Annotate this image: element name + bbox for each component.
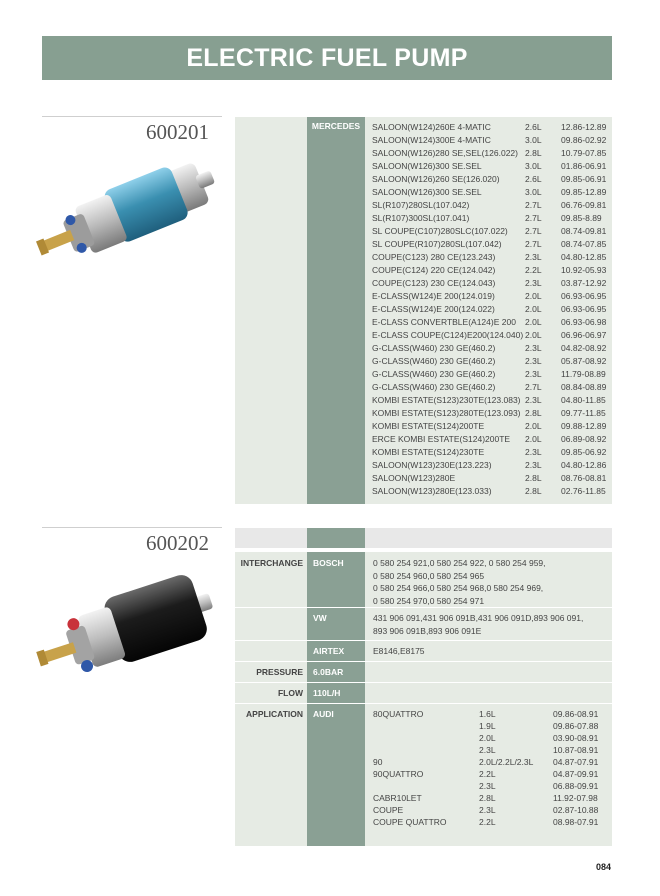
production-years: 01.86-06.91: [561, 161, 607, 171]
table-row: [0, 721, 660, 733]
table-row: [0, 369, 660, 382]
engine-size: 2.3L: [525, 447, 542, 457]
engine-size: 2.0L: [525, 304, 542, 314]
production-years: 10.87-08.91: [553, 745, 599, 755]
vehicle-model: SL(R107)300SL(107.041): [372, 213, 470, 223]
vw-numbers: [373, 612, 583, 637]
production-years: 03.90-08.91: [553, 733, 599, 743]
production-years: 11.92-07.98: [553, 793, 598, 803]
vehicle-model: COUPE(C123) 230 CE(124.043): [372, 278, 496, 288]
engine-size: 2.0L: [525, 434, 542, 444]
interchange-brand-bosch: BOSCH: [313, 558, 344, 568]
production-years: 02.87-10.88: [553, 805, 599, 815]
row-divider: [235, 661, 612, 662]
engine-size: 1.9L: [479, 721, 496, 731]
table-row: [0, 148, 660, 161]
engine-size: 2.8L: [525, 473, 542, 483]
table-row: [0, 343, 660, 356]
engine-size: 2.3L: [525, 460, 542, 470]
engine-size: 2.8L: [479, 793, 496, 803]
table-row: [0, 187, 660, 200]
vehicle-model: CABR10LET: [373, 793, 422, 803]
vehicle-model: SALOON(W126)280 SE,SEL(126.022): [372, 148, 518, 158]
production-years: 08.74-09.81: [561, 226, 607, 236]
engine-size: 2.3L: [525, 343, 542, 353]
production-years: 04.87-07.91: [553, 757, 599, 767]
flow-value: 110L/H: [313, 688, 341, 698]
engine-size: 2.7L: [525, 200, 542, 210]
engine-size: 2.3L: [479, 781, 496, 791]
vehicle-model: E-CLASS COUPE(C124)E200(124.040): [372, 330, 524, 340]
vw-line: 431 906 091,431 906 091B,431 906 091D,893 906 091,: [373, 613, 584, 623]
production-years: 08.74-07.85: [561, 239, 607, 249]
table-row: [0, 793, 660, 805]
vehicle-model: G-CLASS(W460) 230 GE(460.2): [372, 382, 496, 392]
engine-size: 2.2L: [479, 769, 496, 779]
vehicle-model: SALOON(W124)260E 4-MATIC: [372, 122, 491, 132]
row-divider: [235, 607, 612, 608]
engine-size: 2.3L: [525, 369, 542, 379]
engine-size: 2.3L: [525, 278, 542, 288]
production-years: 09.86-07.88: [553, 721, 599, 731]
table-row: [0, 434, 660, 447]
engine-size: 2.3L: [525, 252, 542, 262]
production-years: 04.87-09.91: [553, 769, 599, 779]
interchange-label: INTERCHANGE: [240, 558, 303, 568]
table-row: [0, 161, 660, 174]
spec-table-header: [235, 528, 612, 548]
table-row: [0, 757, 660, 769]
production-years: 06.93-06.95: [561, 291, 607, 301]
production-years: 06.89-08.92: [561, 434, 607, 444]
row-divider: [235, 703, 612, 704]
bosch-line: 0 580 254 970,0 580 254 971: [373, 595, 485, 606]
production-years: 11.79-08.89: [561, 369, 606, 379]
vehicle-model: SL COUPE(R107)280SL(107.042): [372, 239, 502, 249]
interchange-brand-airtex: AIRTEX: [313, 646, 345, 656]
production-years: 08.98-07.91: [553, 817, 599, 827]
table-row: [0, 395, 660, 408]
production-years: 06.96-06.97: [561, 330, 607, 340]
vehicle-model: KOMBI ESTATE(S124)200TE: [372, 421, 485, 431]
table-row: [0, 330, 660, 343]
engine-size: 2.3L: [479, 805, 496, 815]
table-row: [0, 408, 660, 421]
vehicle-model: KOMBI ESTATE(S123)230TE(123.083): [372, 395, 521, 405]
production-years: 06.93-06.95: [561, 304, 607, 314]
production-years: 08.76-08.81: [561, 473, 607, 483]
engine-size: 2.7L: [525, 213, 542, 223]
vehicle-model: SALOON(W124)300E 4-MATIC: [372, 135, 491, 145]
table-row: [0, 278, 660, 291]
engine-size: 2.0L/2.2L/2.3L: [479, 757, 534, 767]
table-row: [0, 135, 660, 148]
page-title: ELECTRIC FUEL PUMP: [186, 43, 468, 72]
vehicle-model: SL COUPE(C107)280SLC(107.022): [372, 226, 508, 236]
table-row: [0, 213, 660, 226]
table-row: [0, 733, 660, 745]
engine-size: 3.0L: [525, 187, 542, 197]
vehicle-model: G-CLASS(W460) 230 GE(460.2): [372, 356, 496, 366]
production-years: 09.85-06.92: [561, 447, 607, 457]
production-years: 04.80-12.85: [561, 252, 607, 262]
vehicle-model: 80QUATTRO: [373, 709, 424, 719]
engine-size: 2.7L: [525, 239, 542, 249]
table-row: [0, 382, 660, 395]
vehicle-model: SALOON(W123)280E(123.033): [372, 486, 492, 496]
production-years: 09.86-02.92: [561, 135, 607, 145]
production-years: 04.82-08.92: [561, 343, 607, 353]
bosch-line: 0 580 254 966,0 580 254 968,0 580 254 969,: [373, 583, 544, 593]
vehicle-model: E-CLASS(W124)E 200(124.022): [372, 304, 495, 314]
part-number-600201: 600201: [146, 120, 209, 144]
brand-mercedes: MERCEDES: [311, 121, 361, 131]
production-years: 06.76-09.81: [561, 200, 607, 210]
table-row: [0, 709, 660, 721]
table-row: [0, 769, 660, 781]
engine-size: 2.3L: [525, 356, 542, 366]
engine-size: 2.0L: [479, 733, 496, 743]
table-row: [0, 781, 660, 793]
production-years: 09.77-11.85: [561, 408, 606, 418]
table-row: [0, 356, 660, 369]
vehicle-model: COUPE(C124) 220 CE(124.042): [372, 265, 496, 275]
engine-size: 2.6L: [525, 174, 542, 184]
row-divider: [235, 640, 612, 641]
engine-size: 2.2L: [479, 817, 496, 827]
table-row: [0, 447, 660, 460]
vehicle-model: ERCE KOMBI ESTATE(S124)200TE: [372, 434, 511, 444]
engine-size: 2.3L: [479, 745, 496, 755]
table-row: [0, 174, 660, 187]
vehicle-model: E-CLASS(W124)E 200(124.019): [372, 291, 495, 301]
vehicle-model: SALOON(W126)260 SE(126.020): [372, 174, 500, 184]
engine-size: 2.6L: [525, 122, 542, 132]
engine-size: 2.0L: [525, 291, 542, 301]
production-years: 06.88-09.91: [553, 781, 599, 791]
vehicle-model: KOMBI ESTATE(S123)280TE(123.093): [372, 408, 521, 418]
production-years: 04.80-11.85: [561, 395, 606, 405]
table-row: [0, 817, 660, 829]
bosch-line: 0 580 254 921,0 580 254 922, 0 580 254 959,: [373, 558, 546, 568]
engine-size: 2.8L: [525, 408, 542, 418]
engine-size: 2.0L: [525, 330, 542, 340]
interchange-brand-vw: VW: [313, 613, 327, 623]
production-years: 09.86-08.91: [553, 709, 599, 719]
engine-size: 2.3L: [525, 395, 542, 405]
application-label: APPLICATION: [246, 709, 303, 719]
production-years: 04.80-12.86: [561, 460, 607, 470]
vw-line: 893 906 091B,893 906 091E: [373, 625, 482, 636]
vehicle-model: SL(R107)280SL(107.042): [372, 200, 470, 210]
vehicle-model: SALOON(W126)300 SE.SEL: [372, 161, 482, 171]
engine-size: 3.0L: [525, 135, 542, 145]
vehicle-model: COUPE QUATTRO: [373, 817, 447, 827]
fuel-pump-black-image: [30, 575, 226, 685]
table-row: [0, 805, 660, 817]
engine-size: 1.6L: [479, 709, 496, 719]
table-row: [0, 226, 660, 239]
table-row: [0, 317, 660, 330]
application-brand-audi: AUDI: [313, 709, 334, 719]
table-row: [0, 122, 660, 135]
spec-table-header-brand: [307, 528, 365, 548]
table-row: [0, 473, 660, 486]
table-row: [0, 252, 660, 265]
table-row: [0, 265, 660, 278]
production-years: 09.85-8.89: [561, 213, 602, 223]
production-years: 09.85-06.91: [561, 174, 607, 184]
page-number: 084: [596, 862, 612, 872]
production-years: 08.84-08.89: [561, 382, 607, 392]
airtex-numbers: E8146,E8175: [373, 646, 425, 656]
table-row: [0, 304, 660, 317]
pressure-label: PRESSURE: [256, 667, 303, 677]
part-number-600202: 600202: [146, 531, 209, 555]
bosch-line: 0 580 254 960,0 580 254 965: [373, 570, 485, 581]
vehicle-model: E-CLASS CONVERTBLE(A124)E 200: [372, 317, 516, 327]
table-row: [0, 291, 660, 304]
production-years: 09.85-12.89: [561, 187, 607, 197]
vehicle-model: SALOON(W123)230E(123.223): [372, 460, 492, 470]
table-row: [0, 239, 660, 252]
bosch-numbers: [373, 557, 546, 607]
vehicle-model: G-CLASS(W460) 230 GE(460.2): [372, 343, 496, 353]
production-years: 03.87-12.92: [561, 278, 607, 288]
part-number-divider: [42, 116, 222, 117]
engine-size: 2.8L: [525, 148, 542, 158]
vehicle-model: G-CLASS(W460) 230 GE(460.2): [372, 369, 496, 379]
part-number-divider: [42, 527, 222, 528]
table-row: [0, 200, 660, 213]
production-years: 09.88-12.89: [561, 421, 607, 431]
vehicle-model: SALOON(W123)280E: [372, 473, 456, 483]
production-years: 10.92-05.93: [561, 265, 607, 275]
production-years: 05.87-08.92: [561, 356, 607, 366]
vehicle-model: KOMBI ESTATE(S124)230TE: [372, 447, 485, 457]
engine-size: 2.8L: [525, 486, 542, 496]
vehicle-model: COUPE: [373, 805, 404, 815]
engine-size: 2.0L: [525, 317, 542, 327]
page-title-banner: [42, 36, 612, 80]
vehicle-model: SALOON(W126)300 SE.SEL: [372, 187, 482, 197]
engine-size: 2.0L: [525, 421, 542, 431]
vehicle-model: COUPE(C123) 280 CE(123.243): [372, 252, 496, 262]
table-row: [0, 421, 660, 434]
production-years: 12.86-12.89: [561, 122, 607, 132]
flow-label: FLOW: [277, 688, 303, 698]
production-years: 06.93-06.98: [561, 317, 607, 327]
engine-size: 2.7L: [525, 226, 542, 236]
engine-size: 3.0L: [525, 161, 542, 171]
production-years: 02.76-11.85: [561, 486, 606, 496]
table-row: [0, 745, 660, 757]
production-years: 10.79-07.85: [561, 148, 607, 158]
table-row: [0, 486, 660, 499]
engine-size: 2.7L: [525, 382, 542, 392]
vehicle-model: 90QUATTRO: [373, 769, 424, 779]
pressure-value: 6.0BAR: [313, 667, 344, 677]
engine-size: 2.2L: [525, 265, 542, 275]
table-row: [0, 460, 660, 473]
vehicle-model: 90: [373, 757, 383, 767]
row-divider: [235, 682, 612, 683]
